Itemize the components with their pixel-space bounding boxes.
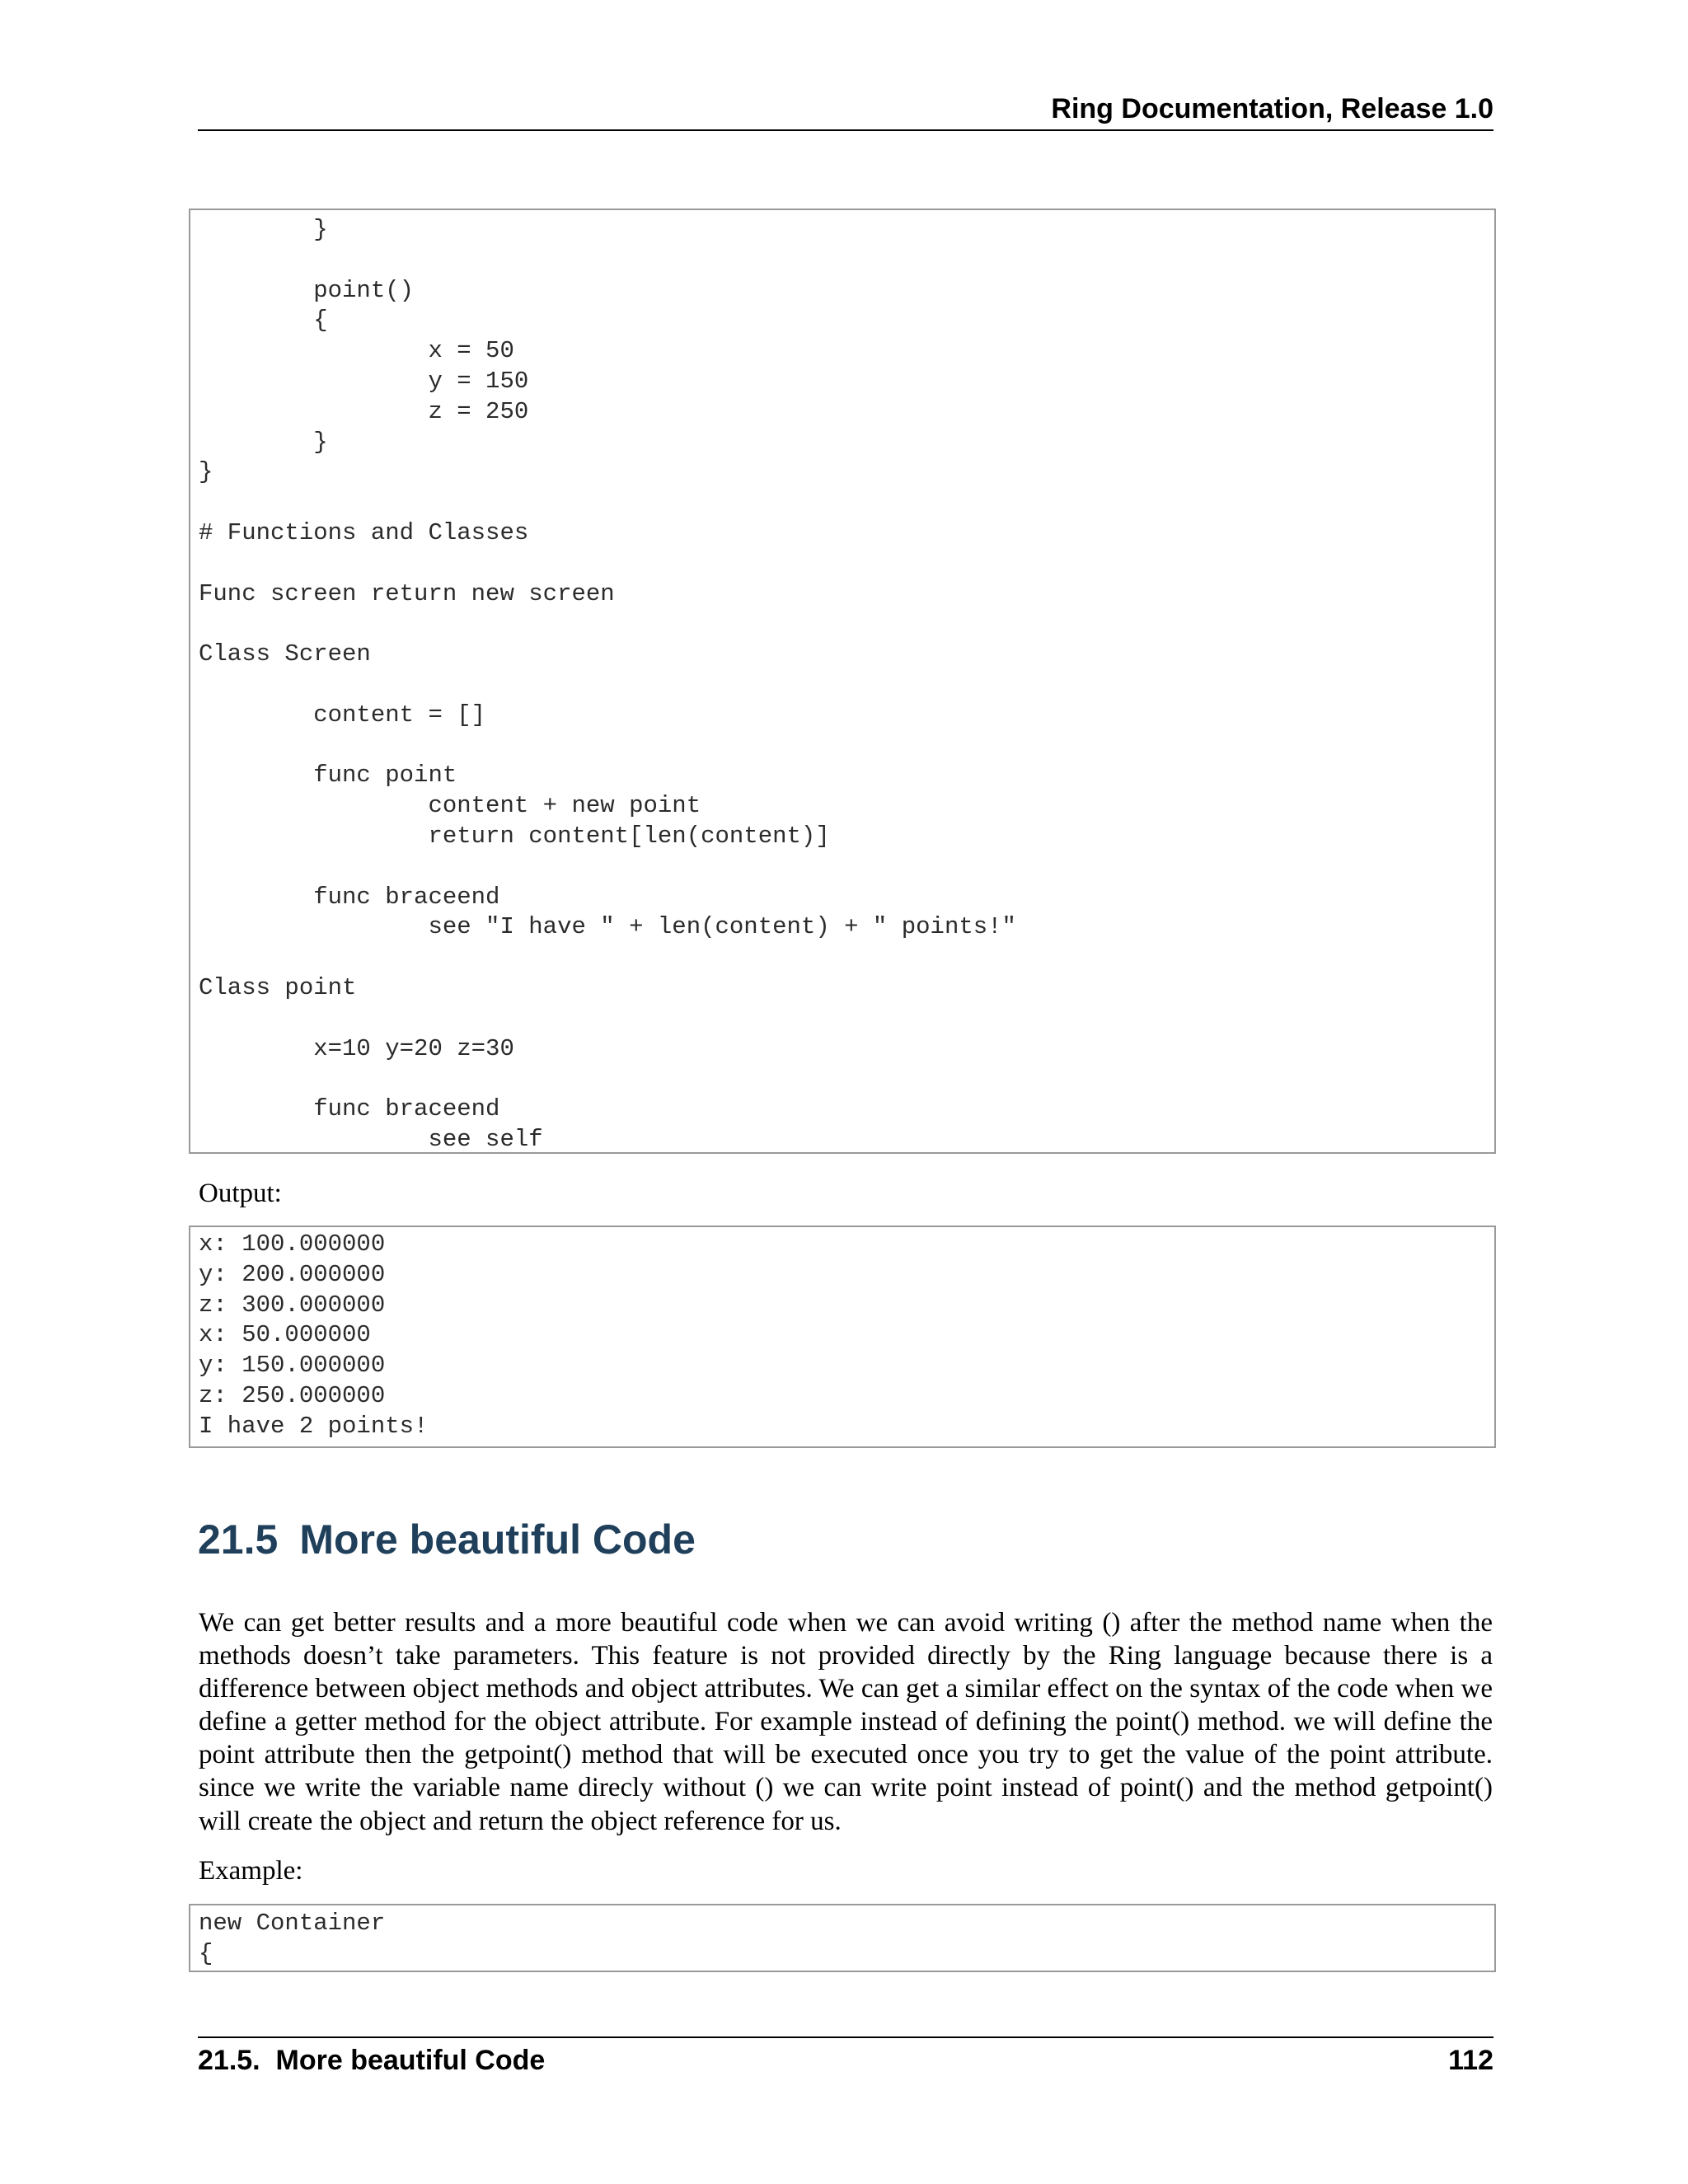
running-header-title: Ring Documentation, Release 1.0	[1051, 93, 1493, 124]
section-number: 21.5	[198, 1516, 279, 1563]
code-block-example-text: new Container {	[199, 1910, 386, 1967]
section-heading	[198, 1515, 696, 1564]
body-paragraph: We can get better results and a more beautiful code when we can avoid writing () after the method name when the methods doesn’t take parameters. This feature is not provided directly by the Ring language because there is a difference between object methods and object attributes. We can get a similar effect on the syntax of the code when we define a getter method for the object attribute. For example instead of defining the point() method. we will define the point attribute then the getpoint() method that will be executed once you try to get the value of the point attribute. since we write the variable name direcly without () we can write point instead of point() and the method getpoint() will create the object and return the object reference for us.	[199, 1608, 1493, 1836]
code-block-output-text: x: 100.000000 y: 200.000000 z: 300.000000 x: 50.000000 y: 150.000000 z: 250.000000 I have 2 points!	[199, 1230, 429, 1440]
output-label: Output:	[199, 1179, 282, 1208]
section-title: More beautiful Code	[299, 1516, 696, 1563]
code-block-program-text: } point() { x = 50 y = 150 z = 250 } } # Functions and Classes Func screen return new screen Class Screen content = [] func point content + new point return content[len(content)] func braceend see "I have " + len(content) + " points!" Class point x=10 y=20 z=30 func braceend see self	[199, 216, 1016, 1153]
example-label: Example:	[199, 1856, 303, 1886]
footer-page-number: 112	[1448, 2045, 1493, 2076]
footer-rule	[198, 2036, 1493, 2038]
code-block-program	[189, 209, 1496, 1154]
code-block-example	[189, 1904, 1496, 1972]
code-block-output	[189, 1226, 1496, 1448]
header-rule	[198, 129, 1493, 131]
footer-section-ref: 21.5. More beautiful Code	[198, 2045, 546, 2076]
